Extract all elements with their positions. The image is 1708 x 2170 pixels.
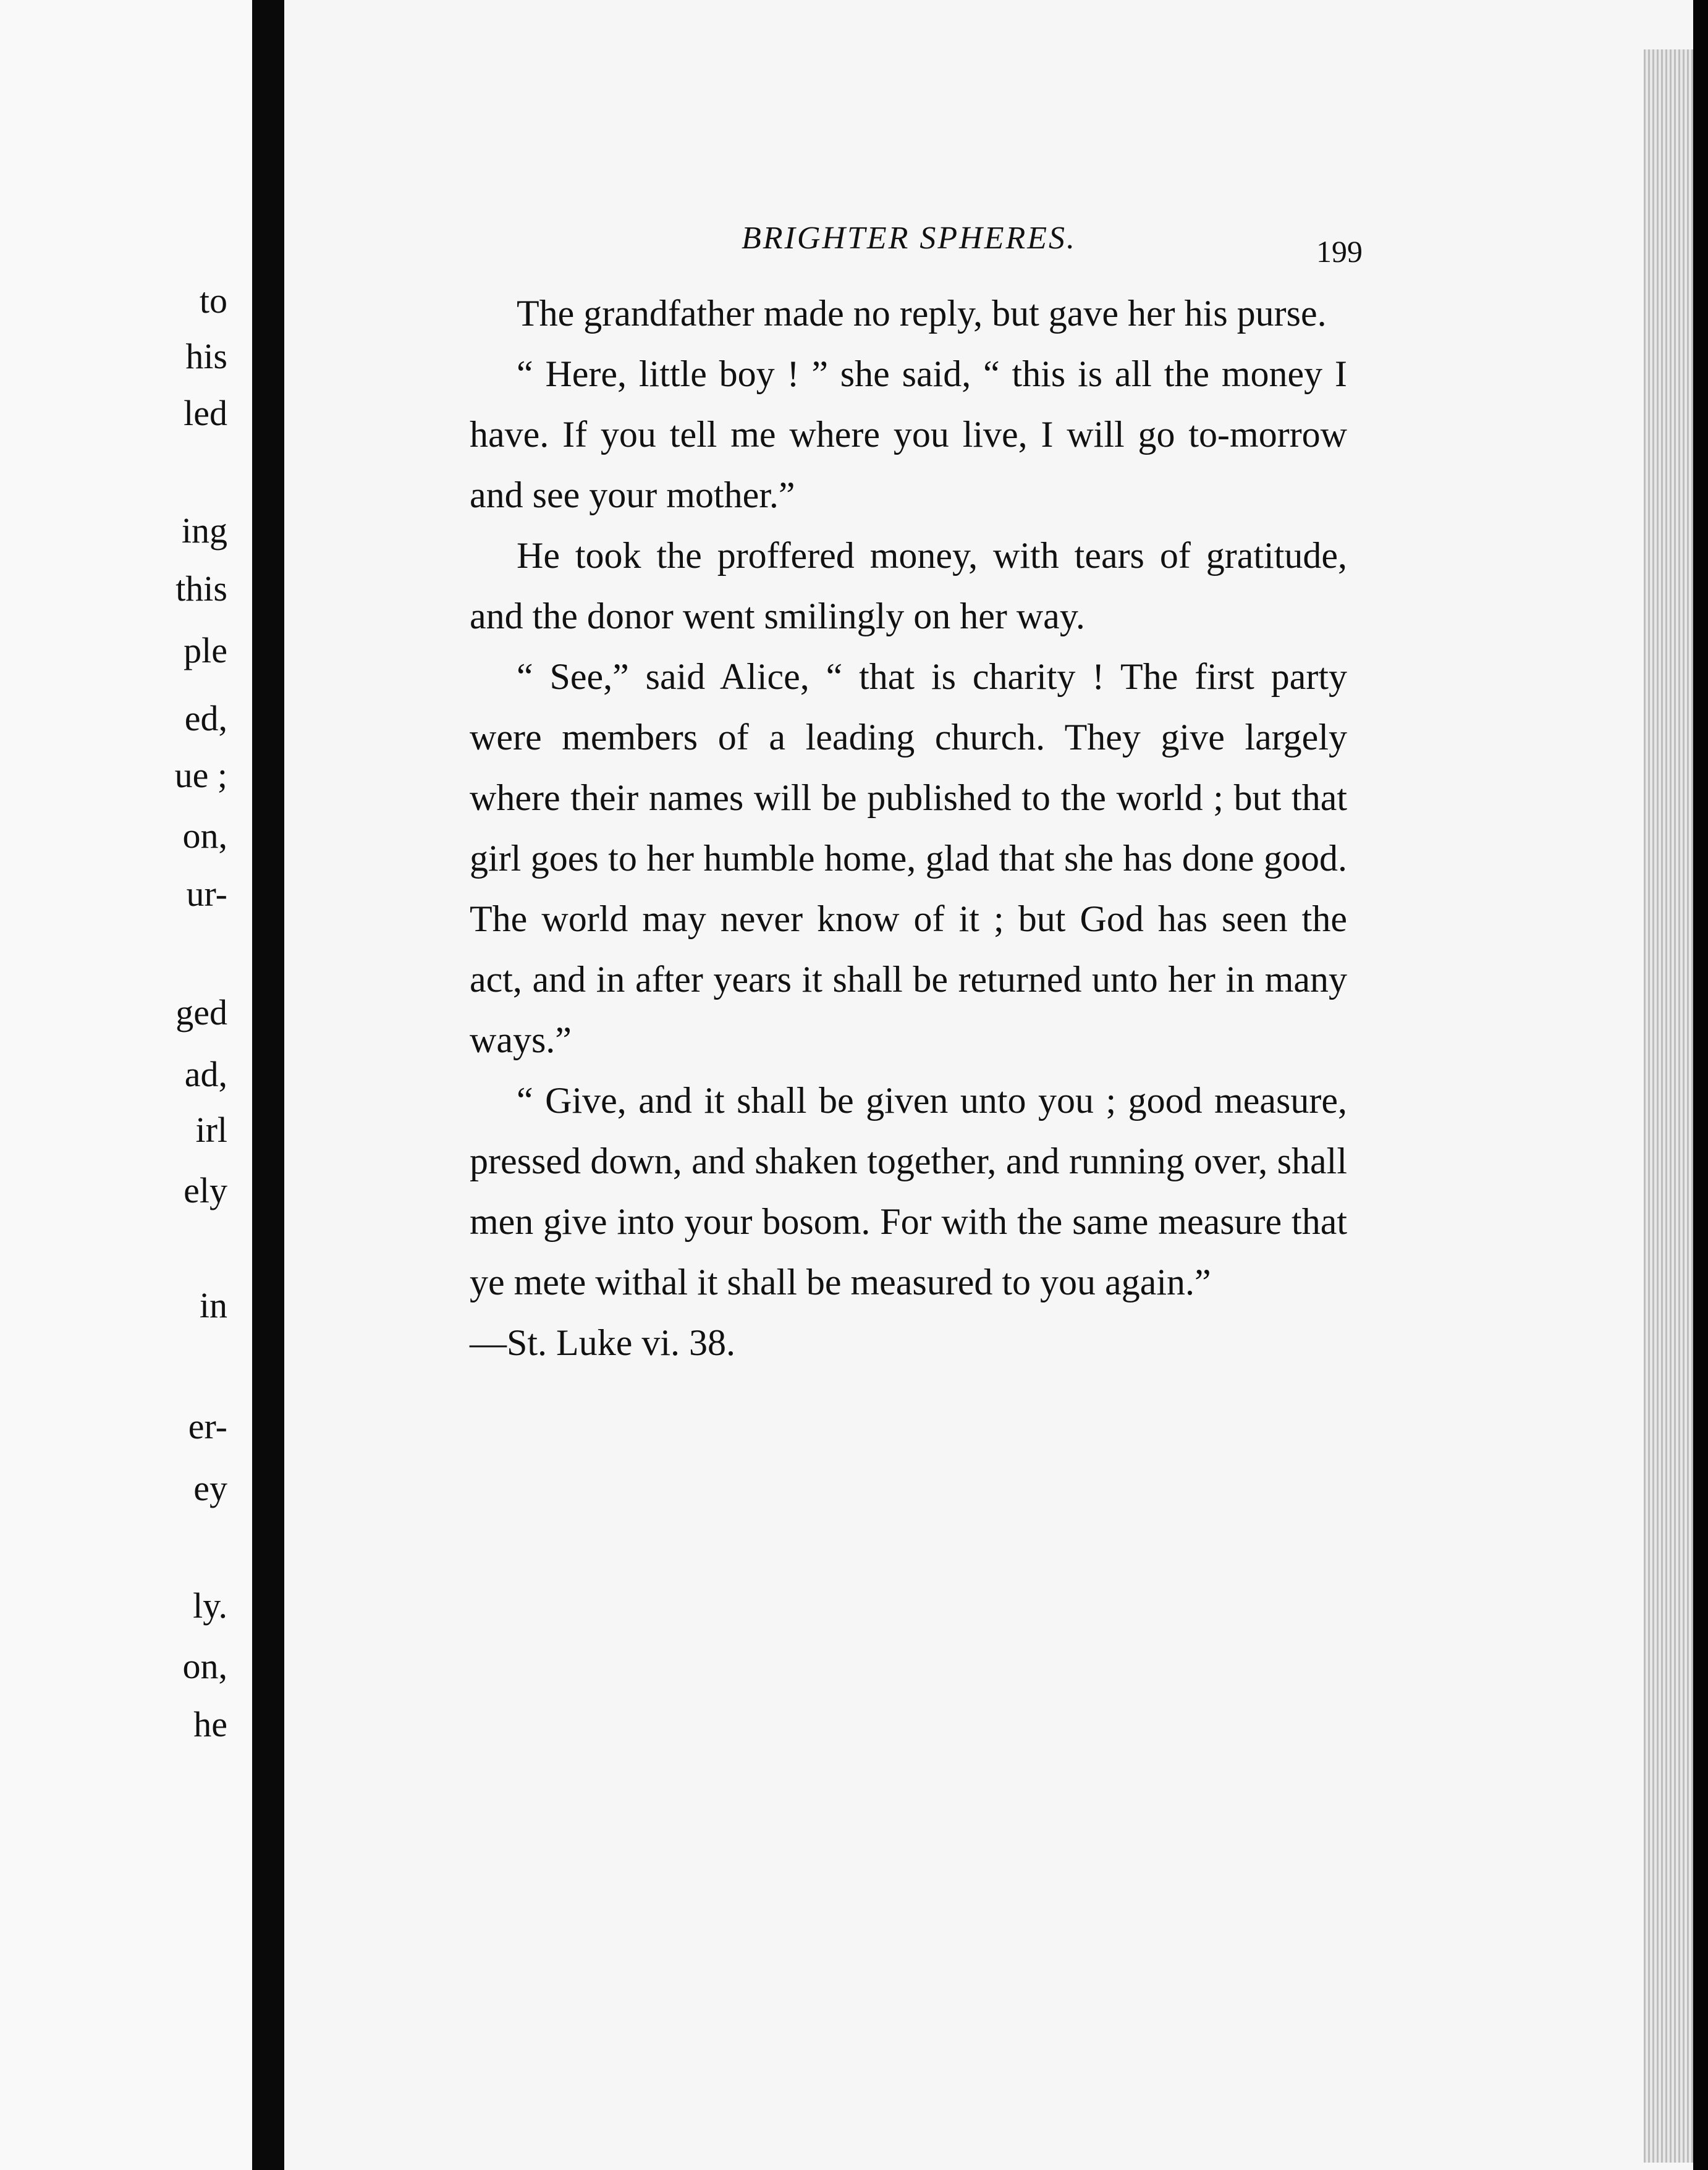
paragraph: He took the proffered money, with tears of gratitude, and the donor went smilingly on her way. (470, 535, 1347, 636)
left-fragment: on, (182, 1646, 227, 1686)
right-page (284, 0, 1693, 2170)
left-fragment: his (185, 336, 227, 376)
left-fragment: to (199, 281, 227, 321)
paragraph: “ Give, and it shall be given unto you ; good measure, pressed down, and shaken together, and running over, shall men give into your bosom. For with the same measure that ye mete withal it shall be measured to you again.” (470, 1080, 1347, 1302)
left-fragment: ur- (186, 874, 227, 914)
left-fragment: ely (184, 1170, 227, 1210)
left-fragment: er- (188, 1406, 227, 1446)
left-fragment: irl (195, 1110, 227, 1150)
left-fragment: ly. (193, 1585, 227, 1626)
left-fragment: this (175, 568, 227, 609)
left-fragment: ged (175, 992, 227, 1032)
left-fragment: ue ; (174, 755, 227, 795)
left-fragment: in (199, 1285, 227, 1325)
page-body (470, 283, 1347, 1373)
page-edge-stack (1644, 49, 1693, 2163)
paragraph: “ See,” said Alice, “ that is charity ! The first party were members of a leading church. They give largely where their names will be published to the world ; but that girl goes to her humble home, glad that she has done good. The world may never know of it ; but God has seen the act, and in after years it shall be returned unto her in many ways.” (470, 656, 1347, 1060)
left-fragment: ad, (184, 1054, 227, 1094)
left-page (0, 0, 252, 2170)
left-fragment: he (193, 1704, 227, 1744)
scripture-citation: —St. Luke vi. 38. (470, 1322, 735, 1363)
left-fragment: ple (184, 630, 227, 670)
left-fragment: led (184, 393, 227, 433)
paragraph: “ Here, little boy ! ” she said, “ this is all the money I have. If you tell me where you live, I will go to-morrow and see your mother.” (470, 353, 1347, 515)
left-fragment: ey (193, 1468, 227, 1508)
left-fragment: on, (182, 816, 227, 856)
book-gutter (252, 0, 284, 2170)
page-number: 199 (1316, 234, 1363, 269)
paragraph: The grandfather made no reply, but gave her his purse. (517, 293, 1327, 334)
running-head: BRIGHTER SPHERES. (742, 221, 1077, 256)
left-fragment: ing (181, 510, 227, 551)
left-fragment: ed, (184, 698, 227, 738)
